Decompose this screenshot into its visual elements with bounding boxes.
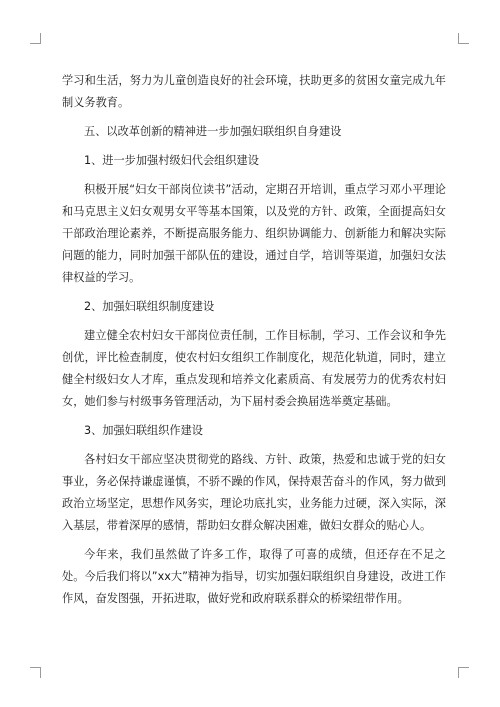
continuation-paragraph: 学习和生活，努力为儿童创造良好的社会环境，扶助更多的贫困女童完成九年制义务教育。 xyxy=(62,74,446,109)
body-paragraph-1: 积极开展“妇女干部岗位读书”活动，定期召开培训，重点学习邓小平理论和马克思主义妇女观男女平等基本国策，以及党的方针、政策，全面提高妇女干部政治理论素养，不断提高服务能力、组织协调能力、创新能力和解决实际问题的能力，同时加强干部队伍的建设，通过自学，培训等渠道，加强妇女法律权益的学习。 xyxy=(62,183,446,284)
subheading-1: 1、进一步加强村级妇代会组织建设 xyxy=(84,154,259,167)
subheading-3: 3、加强妇联组织作建设 xyxy=(84,424,203,437)
body-paragraph-4: 今年来，我们虽然做了许多工作，取得了可喜的成绩，但还存在不足之处。今后我们将以”xx大”精神为指导，切实加强妇联组织自身建设，改进工作作风，奋发图强，开拓进取，做好党和政府联系群众的桥梁纽带作用。 xyxy=(62,548,446,605)
body-paragraph-3: 各村妇女干部应坚决贯彻党的路线、方针、政策，热爱和忠诚于党的妇女事业，务必保持谦虚谨慎，不骄不躁的作风，保持艰苦奋斗的作风，努力做到政治立场坚定，思想作风务实，理论功底扎实，业务能力过硬，深入实际，深入基层，带着深厚的感情，帮助妇女群众解决困难，做妇女群众的贴心人。 xyxy=(62,453,446,532)
document-page xyxy=(62,70,446,610)
body-paragraph-2: 建立健全农村妇女干部岗位责任制，工作目标制，学习、工作会议和争先创优，评比检查制度，使农村妇女组织工作制度化，规范化轨道，同时，建立健全村级妇女人才库，重点发现和培养文化素质高、有发展劳力的优秀农村妇女，她们参与村级事务管理活动，为下届村委会换届选举奠定基础。 xyxy=(62,329,446,408)
crop-mark-top-right xyxy=(458,33,469,44)
crop-mark-bottom-right xyxy=(458,667,469,678)
subheading-2: 2、加强妇联组织制度建设 xyxy=(84,300,215,313)
section-heading-5: 五、以改革创新的精神进一步加强妇联组织自身建设 xyxy=(84,125,342,138)
crop-mark-bottom-left xyxy=(30,667,41,678)
crop-mark-top-left xyxy=(30,33,41,44)
